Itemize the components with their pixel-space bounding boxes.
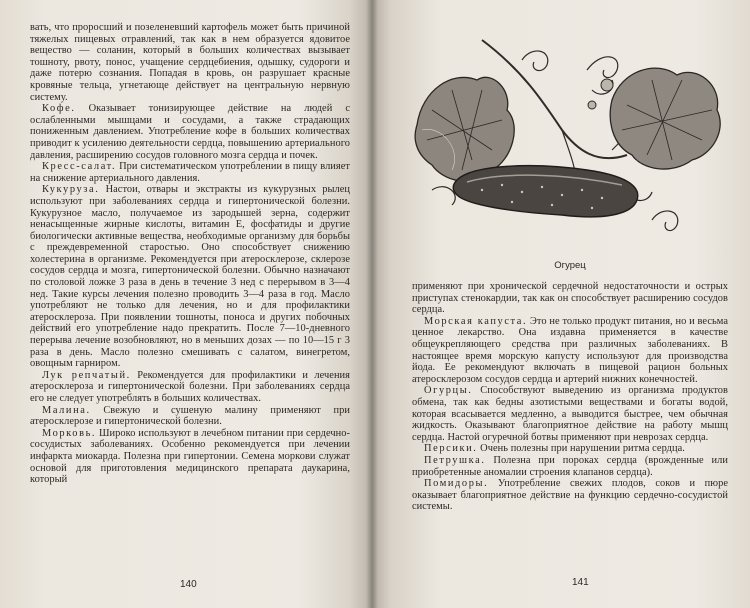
paragraph-cress: Кресс-салат. При систематическом употреблении в пищу влияет на снижение артериального давления. — [30, 161, 350, 184]
paragraph-onion: Лук репчатый. Рекомендуется для профилактики и лечения атеросклероза и гипертонической болезни. При заболеваниях сердца его не следует употреблять в больших количествах. — [30, 369, 350, 404]
paragraph-coffee: Кофе. Оказывает тонизирующее действие на людей с ослабленными мышцами и сосудами, а также страдающих пониженным давлением. Употребление кофе в больших количествах приводит к усилению деятельности сердца, повышению артериального давления, расширению сосудов головного мозга сердца и почек. — [30, 103, 350, 161]
entry-heading: Кофе. — [42, 103, 76, 115]
paragraph-peaches: Персики. Очень полезны при нарушении ритма сердца. — [424, 443, 685, 455]
paragraph-seaweed: Морская капуста. Это не только продукт питания, но и весьма ценное лекарство. Она издавна применяется в качестве общеукрепляющего средства при различных заболеваниях. В настоящее время морскую капусту используют для производства йода. Ее рекомендуют включать в пищевой рацион больных атеросклерозом сосудов сердца и артерий нижних конечностей. — [412, 315, 728, 385]
entry-heading: Персики. — [424, 443, 478, 455]
entry-heading: Помидоры. — [424, 478, 489, 490]
left-page — [0, 0, 372, 608]
entry-heading: Кукуруза. — [42, 184, 100, 196]
paragraph-tomatoes: Помидоры. Употребление свежих плодов, соков и пюре оказывает благоприятное действие на функцию сердечно-сосудистой системы. — [412, 478, 728, 513]
entry-heading: Малина. — [42, 404, 91, 416]
paragraph-cucumbers: Огурцы. Способствуют выведению из организма продуктов обмена, так как бедны азотистыми веществами и богаты водой, которая всасывается медленно, а выводится быстрее, чем обычная жидкость. Оказывают благоприятное действие на работу мышц сердца. Настой огуречной ботвы применяют при неврозах сердца. — [412, 385, 728, 443]
page-number-left: 140 — [180, 579, 197, 590]
entry-heading: Кресс-салат. — [42, 161, 117, 173]
figure-caption: Огурец — [554, 260, 586, 271]
paragraph-raspberry: Малина. Свежую и сушеную малину применяют при атеросклерозе и гипертонической болезни. — [30, 404, 350, 428]
cucumber-illustration — [412, 30, 728, 240]
page-number-right: 141 — [572, 577, 589, 588]
paragraph-parsley: Петрушка. Полезна при пороках сердца (врожденные или приобретенные аномалии строения клапанов сердца). — [412, 454, 728, 478]
cucumber-drawing-icon — [412, 30, 728, 240]
entry-heading: Лук репчатый. — [42, 369, 131, 381]
right-page — [372, 0, 750, 608]
left-page-text — [30, 22, 350, 486]
entry-heading: Морковь. — [42, 427, 97, 439]
paragraph-carrot-continued: применяют при хронической сердечной недостаточности и острых приступах стенокардии, так как он способствует расширению сосудов сердца. — [412, 281, 728, 316]
entry-heading: Морская капуста. — [424, 315, 528, 327]
paragraph-carrot: Морковь. Широко используют в лечебном питании при сердечно-сосудистых заболеваниях. Особенно рекомендуется при лечении инфаркта миокарда. Полезна при гипертонии. Семена моркови служат основой для приготовления медицинского препарата даукарина, который — [30, 427, 350, 486]
paragraph-potato-continued: вать, что проросший и позеленевший картофель может быть причиной тяжелых пищевых отравлений, так как в нем образуется ядовитое вещество — соланин, который в больших количествах вызывает тошноту, рвоту, понос, учащение сердцебиения, одышку, судороги и даже потерю сознания. Попадая в кровь, он разрушает красные кровяные тельца, угнетающе действует на центральную нервную систему. — [30, 22, 350, 103]
entry-heading: Огурцы. — [424, 385, 473, 397]
entry-heading: Петрушка. — [424, 454, 486, 466]
paragraph-corn: Кукуруза. Настои, отвары и экстракты из кукурузных рылец используют при заболеваниях сердца и гипертонической болезни. Кукурузное масло, получаемое из зародышей зерна, содержит ненасыщенные жирные кислоты, витамин Е, фосфатиды и другие биологически активные вещества, необходимые организму для борьбы с преждевременной старостью. Оно способствует снижению холестерина в организме. Рекомендуется при атеросклерозе, склерозе сосудов сердца и мозга, гипертонической болезни. Обычно назначают по столовой ложке 3 раза в день в течение 3 нед с перерывом в 3—4 нед. Такие курсы лечения полезно проводить 3—4 раза в год. Масло употребляют не только для лечения, но и для профилактики атеросклероза. При появлении тошноты, поноса и других побочных действий его употребление надо прекратить. После 7—10-дневного перерыва лечение возобновляют, но в меньших дозах — по 10—15 г 3 раза в день. Масло полезно смешивать с салатом, винегретом, овощным гарниром. — [30, 184, 351, 370]
right-page-text — [412, 281, 728, 513]
